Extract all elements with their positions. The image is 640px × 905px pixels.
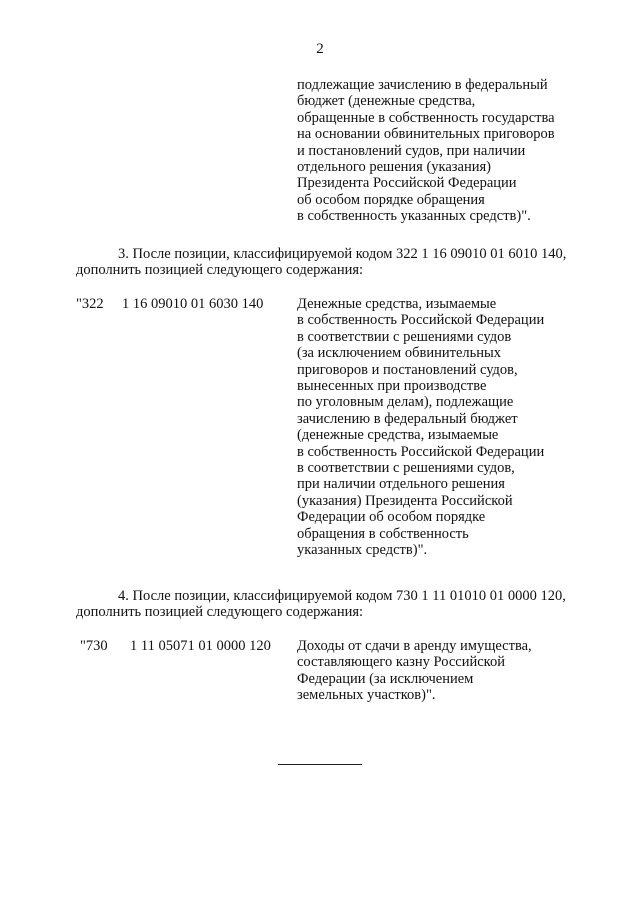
paragraph-3 — [76, 246, 576, 279]
text-line: в собственность Российской Федерации — [297, 443, 545, 460]
text-line: при наличии отдельного решения — [297, 476, 505, 493]
text-line: Доходы от сдачи в аренду имущества, — [297, 638, 532, 654]
end-divider — [278, 764, 362, 765]
text-line: подлежащие зачислению в федеральный — [297, 77, 548, 93]
text-line: приговоров и постановлений судов, — [297, 361, 518, 378]
text-line: составляющего казну Российской — [297, 654, 505, 671]
text-line: обращения в собственность — [297, 525, 469, 542]
paragraph-4 — [76, 588, 576, 621]
text-line: отдельного решения (указания) — [297, 159, 491, 176]
entry-1-prefix: "322 — [76, 296, 104, 312]
paragraph-3-line-2: дополнить позицией следующего содержания: — [76, 262, 364, 279]
paragraph-3-line-1: 3. После позиции, классифицируемой кодом 322 1 16 09010 01 6010 140, — [118, 246, 567, 262]
text-line: Президента Российской Федерации — [297, 175, 517, 192]
text-line: зачислению в федеральный бюджет — [297, 410, 518, 427]
text-line: (денежные средства, изымаемые — [297, 427, 499, 444]
text-line: (указания) Президента Российской — [297, 492, 513, 509]
continued-description-block — [297, 77, 555, 225]
text-line: бюджет (денежные средства, — [297, 93, 476, 110]
text-line: в соответствии с решениями судов — [297, 328, 512, 345]
entry-1-code — [76, 296, 263, 312]
entry-2-code — [80, 638, 271, 654]
paragraph-4-line-2: дополнить позицией следующего содержания: — [76, 604, 364, 621]
text-line: по уголовным делам), подлежащие — [297, 394, 514, 411]
text-line: в соответствии с решениями судов, — [297, 460, 515, 477]
entry-2-prefix: "730 — [80, 638, 108, 654]
text-line: Федерации (за исключением — [297, 670, 474, 687]
text-line: земельных участков)". — [297, 687, 436, 704]
text-line: (за исключением обвинительных — [297, 345, 501, 362]
text-line: Федерации об особом порядке — [297, 509, 486, 526]
entry-2-description — [297, 638, 532, 704]
entry-1-classification-code: 1 16 09010 01 6030 140 — [122, 296, 264, 312]
entry-2-classification-code: 1 11 05071 01 0000 120 — [130, 638, 271, 654]
paragraph-4-line-1: 4. После позиции, классифицируемой кодом 730 1 11 01010 01 0000 120, — [118, 588, 566, 604]
text-line: в собственность Российской Федерации — [297, 312, 545, 329]
text-line: указанных средств)". — [297, 542, 428, 559]
text-line: в собственность указанных средств)". — [297, 208, 531, 225]
text-line: и постановлений судов, при наличии — [297, 142, 526, 159]
text-line: обращенные в собственность государства — [297, 109, 555, 126]
entry-1-description — [297, 296, 544, 559]
text-line: об особом порядке обращения — [297, 191, 485, 208]
page-number: 2 — [316, 41, 324, 57]
text-line: на основании обвинительных приговоров — [297, 126, 555, 143]
text-line: вынесенных при производстве — [297, 378, 487, 395]
text-line: Денежные средства, изымаемые — [297, 296, 497, 312]
